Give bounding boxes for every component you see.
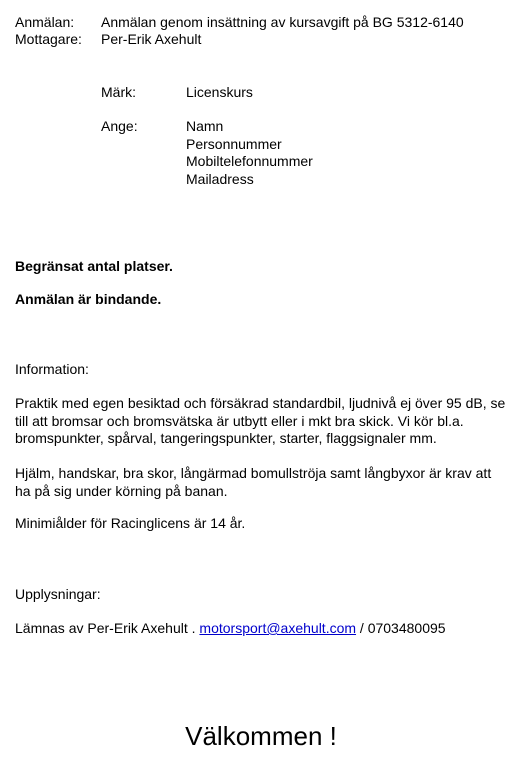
ange-label: Ange: [101, 118, 138, 134]
ange-item-namn: Namn [186, 118, 224, 134]
information-heading: Information: [15, 361, 89, 377]
binding-notice: Anmälan är bindande. [15, 291, 162, 307]
information-paragraph-2: Hjälm, handskar, bra skor, långärmad bomullströja samt långbyxor är krav att ha på sig under körning på banan. [15, 465, 492, 499]
mottagare-value: Per-Erik Axehult [101, 31, 202, 47]
information-paragraph-1: Praktik med egen besiktad och försäkrad standardbil, ljudnivå ej över 95 dB, se till att bromsar och bromsvätska är utbytt eller i mkt bra skick. Vi kör bl.a. bromspunkter, spårval, tangeringspunkter, starter, flaggsignaler mm. [15, 395, 506, 446]
welcome-text: Välkommen ! [185, 721, 337, 751]
ange-item-mailadress: Mailadress [186, 171, 254, 187]
information-paragraph-3: Minimiålder för Racinglicens är 14 år. [15, 515, 246, 531]
mark-label: Märk: [101, 84, 136, 100]
contact-prefix: Lämnas av Per-Erik Axehult . [15, 620, 196, 636]
contact-heading: Upplysningar: [15, 586, 101, 602]
contact-line [15, 620, 446, 637]
anmalan-value: Anmälan genom insättning av kursavgift på BG 5312-6140 [101, 14, 464, 30]
ange-item-mobiltelefonnummer: Mobiltelefonnummer [186, 153, 313, 169]
ange-item-personnummer: Personnummer [186, 136, 282, 152]
limited-seats-notice: Begränsat antal platser. [15, 258, 173, 274]
mark-value: Licenskurs [186, 84, 253, 100]
contact-phone: / 0703480095 [359, 620, 446, 636]
email-link[interactable]: motorsport@axehult.com [199, 620, 357, 636]
mottagare-label: Mottagare: [15, 31, 82, 47]
anmalan-label: Anmälan: [15, 14, 75, 30]
